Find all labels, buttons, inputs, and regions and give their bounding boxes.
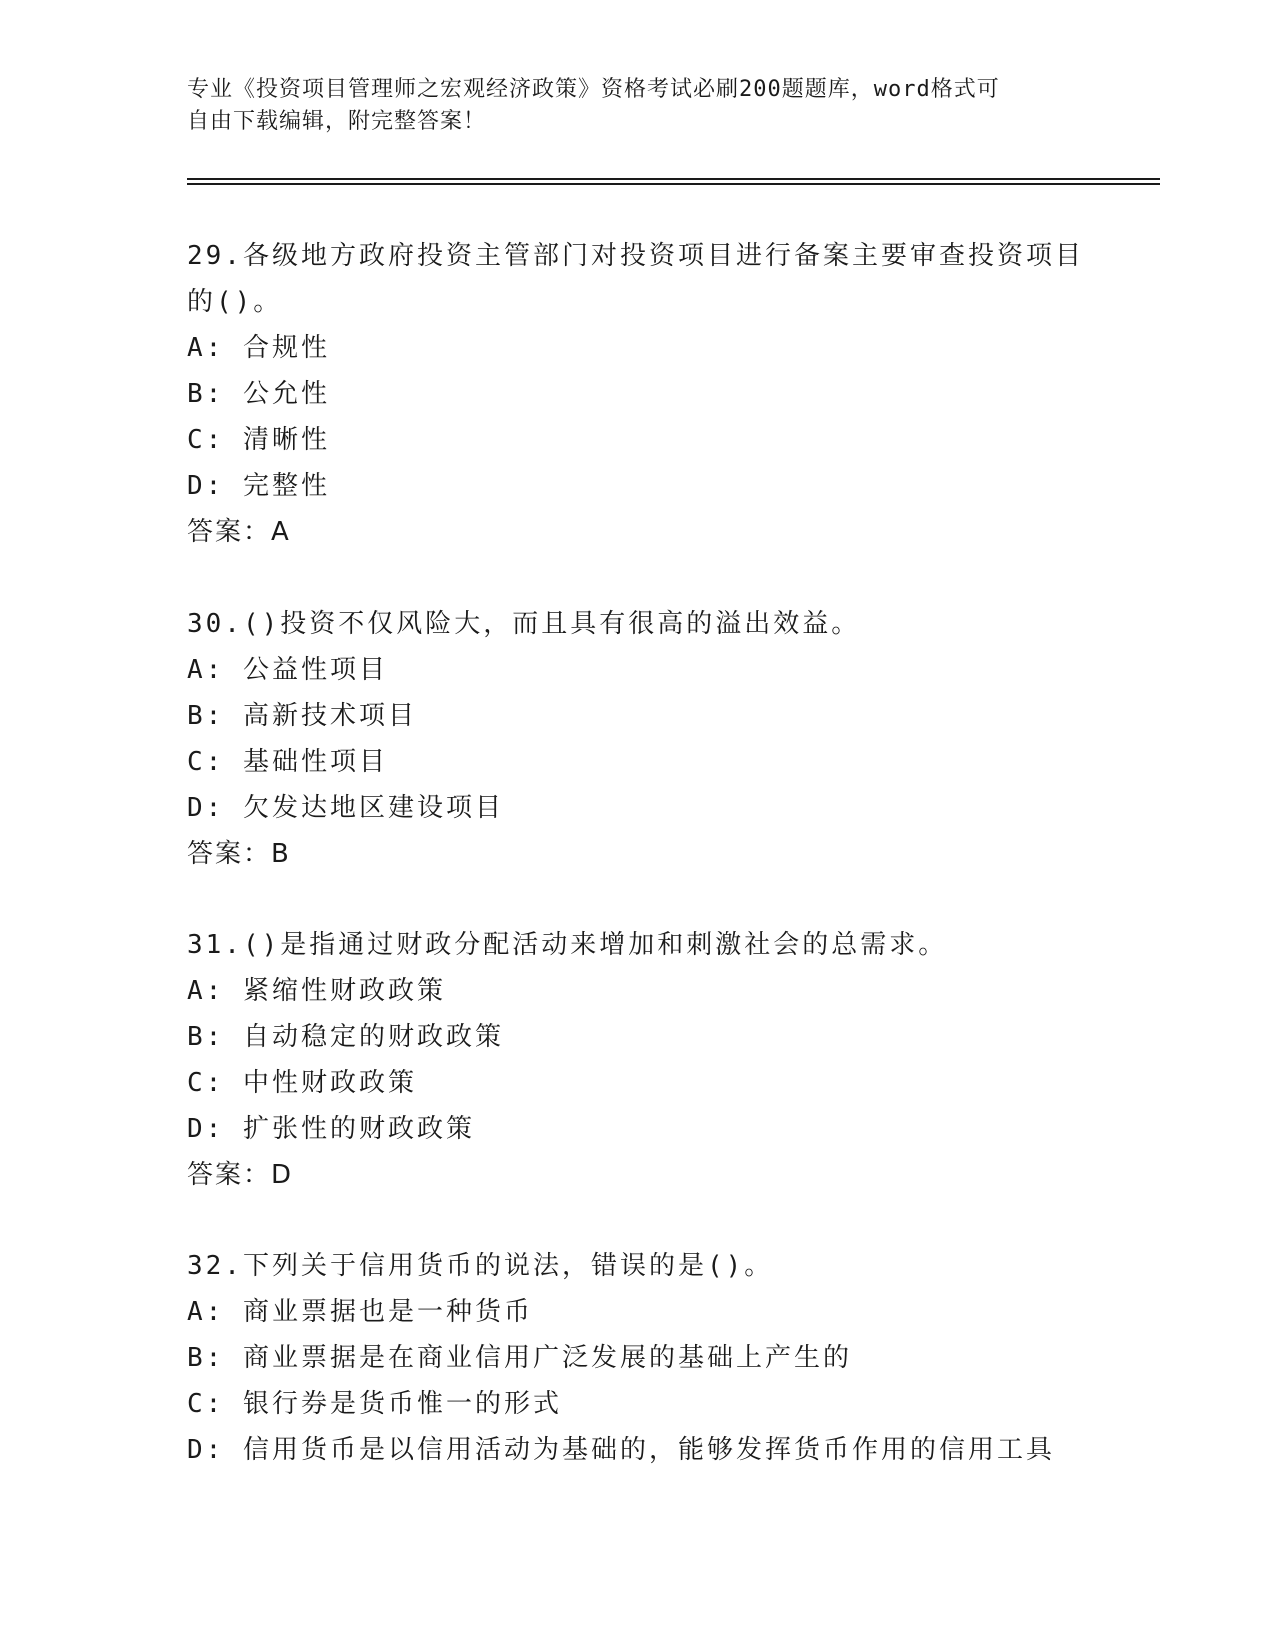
question-30	[187, 601, 1087, 877]
header-divider-bottom	[187, 183, 1160, 185]
answer: 答案：D	[187, 1160, 294, 1190]
answer: 答案：B	[187, 839, 291, 869]
option-c: C: 中性财政政策	[187, 1068, 417, 1098]
question-stem: 32.下列关于信用货币的说法，错误的是()。	[187, 1251, 774, 1281]
option-a: A: 商业票据也是一种货币	[187, 1297, 533, 1327]
option-b: B: 商业票据是在商业信用广泛发展的基础上产生的	[187, 1343, 852, 1373]
option-a: A: 合规性	[187, 333, 330, 363]
option-b: B: 高新技术项目	[187, 701, 417, 731]
question-stem: 31.()是指通过财政分配活动来增加和刺激社会的总需求。	[187, 930, 948, 960]
header-divider-top	[187, 178, 1160, 180]
option-b: B: 公允性	[187, 379, 330, 409]
option-c: C: 基础性项目	[187, 747, 388, 777]
option-d: D: 信用货币是以信用活动为基础的，能够发挥货币作用的信用工具	[187, 1435, 1055, 1465]
option-a: A: 公益性项目	[187, 655, 388, 685]
question-stem: 29.各级地方政府投资主管部门对投资项目进行备案主要审查投资项目	[187, 241, 1084, 271]
option-c: C: 清晰性	[187, 425, 330, 455]
question-29	[187, 233, 1087, 555]
header-line-1: 专业《投资项目管理师之宏观经济政策》资格考试必刷200题题库，word格式可	[187, 77, 1000, 102]
document-header	[187, 74, 1067, 138]
option-b: B: 自动稳定的财政政策	[187, 1022, 504, 1052]
option-d: D: 扩张性的财政政策	[187, 1114, 475, 1144]
option-d: D: 完整性	[187, 471, 330, 501]
question-stem-continued: 的()。	[187, 287, 283, 317]
question-31	[187, 922, 1087, 1198]
answer: 答案：A	[187, 517, 291, 547]
option-d: D: 欠发达地区建设项目	[187, 793, 504, 823]
question-32	[187, 1243, 1087, 1473]
option-c: C: 银行券是货币惟一的形式	[187, 1389, 562, 1419]
header-line-2: 自由下载编辑，附完整答案！	[187, 109, 487, 134]
option-a: A: 紧缩性财政政策	[187, 976, 446, 1006]
question-stem: 30.()投资不仅风险大，而且具有很高的溢出效益。	[187, 609, 861, 639]
